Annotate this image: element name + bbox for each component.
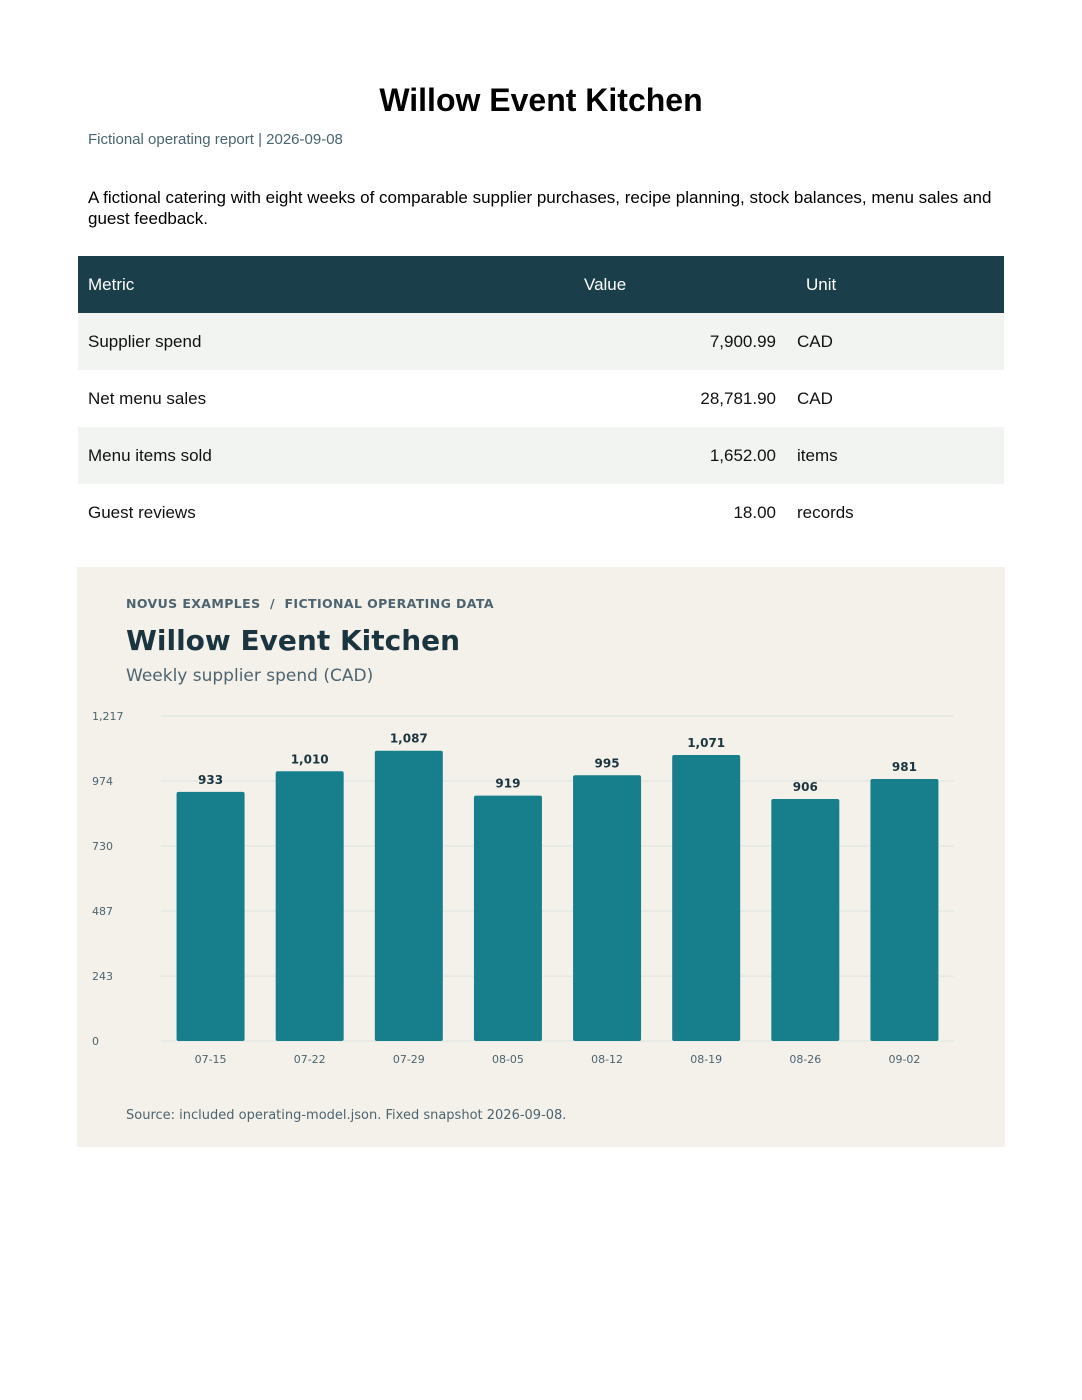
bar [672,755,740,1041]
unit-cell: items [797,445,838,465]
chart-card [77,567,1005,1147]
bar-value-label: 919 [495,776,521,791]
bar [474,796,542,1041]
chart-source-note: Source: included operating-model.json. Fixed snapshot 2026-09-08. [126,1108,567,1123]
value-cell: 18.00 [733,502,776,522]
bar-value-label: 1,087 [389,731,428,746]
bar-value-label: 1,010 [290,752,329,767]
x-tick-label: 09-02 [888,1053,921,1066]
x-tick-label: 07-22 [293,1053,326,1066]
bar-value-label: 981 [891,760,917,775]
bar [177,792,245,1041]
y-tick-label: 0 [92,1035,99,1048]
report-title: Willow Event Kitchen [379,82,703,118]
x-tick-label: 07-15 [194,1053,227,1066]
x-tick-label: 08-05 [491,1053,524,1066]
y-tick-label: 487 [92,904,113,918]
bar [375,751,443,1041]
x-tick-label: 08-19 [690,1053,723,1066]
bar-value-label: 1,071 [687,735,726,750]
bar [771,799,839,1041]
metric-cell: Guest reviews [88,502,196,522]
column-header-metric: Metric [88,274,135,294]
chart-title: Willow Event Kitchen [126,624,461,657]
value-cell: 1,652.00 [709,445,776,465]
table-row [78,484,1004,541]
y-tick-label: 243 [92,970,113,984]
metric-cell: Net menu sales [88,388,207,408]
bar-value-label: 933 [198,772,224,787]
y-tick-label: 974 [92,774,113,788]
metric-cell: Menu items sold [88,445,212,465]
x-tick-label: 08-12 [591,1053,624,1066]
report-description: A fictional catering with eight weeks of comparable supplier purchases, recipe planning, stock balances, menu sales and guest feedback. [88,188,992,228]
bar [276,771,344,1041]
bar-value-label: 906 [792,780,818,795]
x-tick-label: 07-29 [392,1053,425,1066]
table-row [78,427,1004,484]
unit-cell: CAD [797,331,833,351]
bar-value-label: 995 [594,756,620,771]
y-tick-label: 730 [92,840,113,854]
table-row [78,370,1004,427]
unit-cell: CAD [797,388,833,408]
column-header-value: Value [584,274,627,294]
chart-breadcrumb: NOVUS EXAMPLES / FICTIONAL OPERATING DATA [126,596,494,611]
metrics-table [78,256,1004,541]
report-subtitle: Fictional operating report | 2026-09-08 [88,131,343,148]
value-cell: 28,781.90 [700,388,776,408]
bar [870,779,938,1041]
metric-cell: Supplier spend [88,331,202,351]
column-header-unit: Unit [806,274,837,294]
x-tick-label: 08-26 [789,1053,822,1066]
chart-subtitle: Weekly supplier spend (CAD) [126,666,374,686]
table-header-row [78,256,1004,313]
unit-cell: records [797,502,854,522]
table-row [78,313,1004,370]
y-tick-label: 1,217 [92,710,124,723]
value-cell: 7,900.99 [709,331,776,351]
bar [573,775,641,1041]
